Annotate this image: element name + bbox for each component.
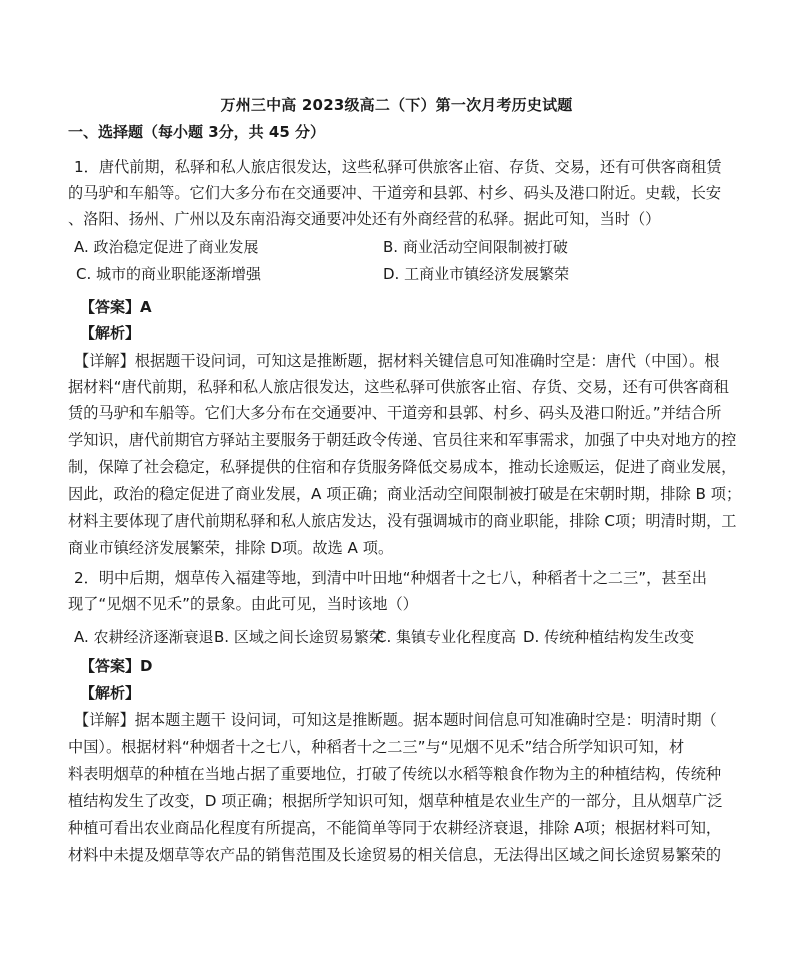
q2-explain-line: 种植可看出农业商品化程度有所提高，不能简单等同于农耕经济衰退，排除 A项；根据材料可知，: [68, 819, 722, 837]
q2-option-b: B. 区域之间长途贸易繁荣: [214, 628, 384, 646]
q2-option-c: C. 集镇专业化程度高: [376, 628, 517, 646]
q1-answer: 【答案】A: [80, 298, 152, 316]
q2-explain-line: 【详解】据本题主题干 设问词，可知这是推断题。据本题时间信息可知准确时空是：明清时期（: [74, 711, 717, 729]
q2-explain-line: 中国）。根据材料“种烟者十之七八，种稻者十之二三”与“见烟不见禾”结合所学知识可知，材: [68, 738, 685, 756]
page-title: 万州三中高 2023级高二（下）第一次月考历史试题: [220, 96, 573, 114]
q1-explain-line: 制，保障了社会稳定，私驿提供的住宿和存货服务降低交易成本，推动长途贩运，促进了商业发展，: [68, 458, 737, 476]
q1-analysis-label: 【解析】: [80, 324, 141, 342]
section-heading: 一、选择题（每小题 3分，共 45 分）: [68, 123, 325, 141]
q1-explain-line: 商业市镇经济发展繁荣，排除 D项。故选 A 项。: [68, 539, 394, 557]
q2-option-d: D. 传统种植结构发生改变: [523, 628, 695, 646]
q2-stem-line: 2．明中后期，烟草传入福建等地，到清中叶田地“种烟者十之七八，种稻者十之二三”，甚至出: [74, 569, 707, 587]
q1-stem-line: 1．唐代前期，私驿和私人旅店很发达，这些私驿可供旅客止宿、存货、交易，还有可供客商租赁: [74, 158, 722, 176]
q1-stem-line: 、洛阳、扬州、广州以及东南沿海交通要冲处还有外商经营的私驿。据此可知，当时（）: [68, 210, 661, 228]
q2-option-a: A. 农耕经济逐渐衰退: [74, 628, 214, 646]
q1-explain-line: 材料主要体现了唐代前期私驿和私人旅店发达，没有强调城市的商业职能，排除 C项；明清时期，工: [68, 512, 737, 530]
q1-explain-line: 据材料“唐代前期，私驿和私人旅店很发达，这些私驿可供旅客止宿、存货、交易，还有可供客商租: [68, 378, 729, 396]
q1-explain-line: 赁的马驴和车船等。它们大多分布在交通要冲、干道旁和县郭、村乡、码头及港口附近。”并结合所: [68, 404, 722, 422]
q2-explain-line: 植结构发生了改变，D 项正确；根据所学知识可知，烟草种植是农业生产的一部分，且从烟草广泛: [68, 792, 723, 810]
q2-answer: 【答案】D: [80, 657, 153, 675]
q1-explain-line: 学知识，唐代前期官方驿站主要服务于朝廷政令传递、官员往来和军事需求，加强了中央对地方的控: [68, 431, 737, 449]
q1-explain-line: 因此，政治的稳定促进了商业发展，A 项正确；商业活动空间限制被打破是在宋朝时期，排除 B 项；: [68, 485, 742, 503]
q2-explain-line: 材料中未提及烟草等农产品的销售范围及长途贸易的相关信息，无法得出区域之间长途贸易繁荣的: [68, 846, 722, 864]
q1-option-b: B. 商业活动空间限制被打破: [383, 238, 568, 256]
q1-option-c: C. 城市的商业职能逐渐增强: [76, 265, 262, 283]
q2-stem-line: 现了“见烟不见禾”的景象。由此可见，当时该地（）: [68, 595, 418, 613]
q1-explain-line: 【详解】根据题干设问词，可知这是推断题，据材料关键信息可知准确时空是：唐代（中国）。根: [74, 352, 720, 370]
q1-option-d: D. 工商业市镇经济发展繁荣: [383, 265, 570, 283]
q1-option-a: A. 政治稳定促进了商业发展: [74, 238, 259, 256]
q2-explain-line: 料表明烟草的种植在当地占据了重要地位，打破了传统以水稻等粮食作物为主的种植结构，传统种: [68, 765, 722, 783]
q1-stem-line: 的马驴和车船等。它们大多分布在交通要冲、干道旁和县郭、村乡、码头及港口附近。史载，长安: [68, 184, 722, 202]
q2-analysis-label: 【解析】: [80, 684, 141, 702]
